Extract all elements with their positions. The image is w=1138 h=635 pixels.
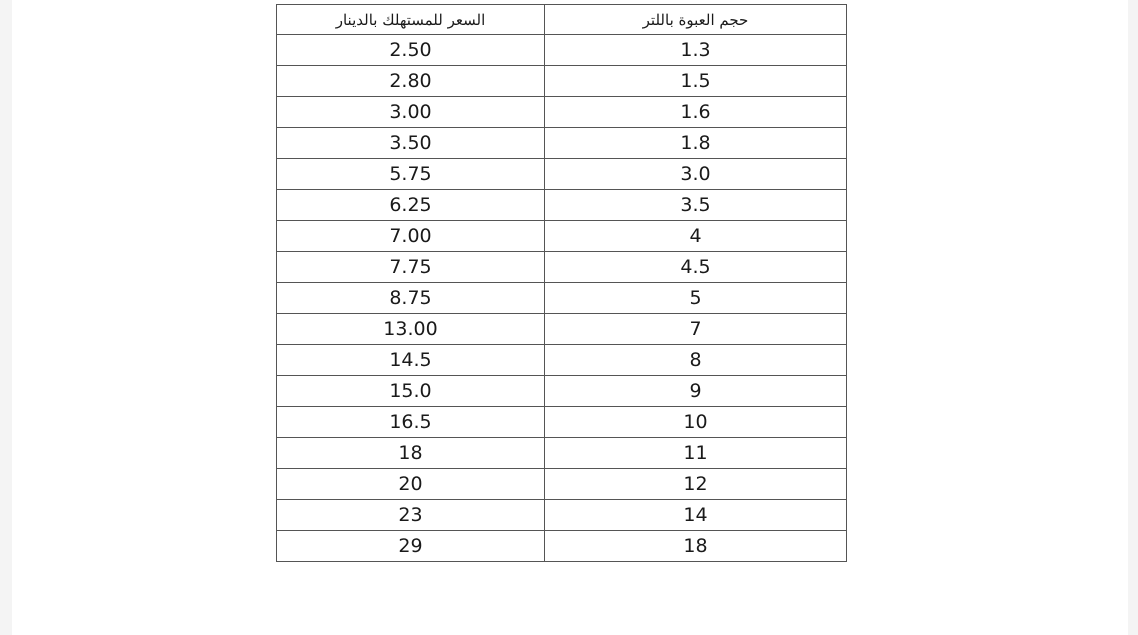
- size-cell: 12: [545, 469, 847, 500]
- table-row: [277, 66, 847, 97]
- price-table: [276, 4, 847, 562]
- price-cell: 14.5: [277, 345, 545, 376]
- header-size: حجم العبوة باللتر: [545, 5, 847, 35]
- size-cell: 7: [545, 314, 847, 345]
- table-row: [277, 531, 847, 562]
- size-cell: 1.8: [545, 128, 847, 159]
- size-cell: 11: [545, 438, 847, 469]
- header-price: السعر للمستهلك بالدينار: [277, 5, 545, 35]
- size-cell: 1.6: [545, 97, 847, 128]
- price-cell: 5.75: [277, 159, 545, 190]
- table-row: [277, 407, 847, 438]
- table-row: [277, 252, 847, 283]
- table-row: [277, 345, 847, 376]
- price-cell: 29: [277, 531, 545, 562]
- price-cell: 20: [277, 469, 545, 500]
- table-header-row: [277, 5, 847, 35]
- table-row: [277, 500, 847, 531]
- table-row: [277, 190, 847, 221]
- size-cell: 4.5: [545, 252, 847, 283]
- price-cell: 2.50: [277, 35, 545, 66]
- price-cell: 15.0: [277, 376, 545, 407]
- table-row: [277, 314, 847, 345]
- table-row: [277, 221, 847, 252]
- size-cell: 3.0: [545, 159, 847, 190]
- table-row: [277, 469, 847, 500]
- table-row: [277, 128, 847, 159]
- price-cell: 6.25: [277, 190, 545, 221]
- size-cell: 1.5: [545, 66, 847, 97]
- price-cell: 8.75: [277, 283, 545, 314]
- size-cell: 1.3: [545, 35, 847, 66]
- price-cell: 3.00: [277, 97, 545, 128]
- table-row: [277, 376, 847, 407]
- size-cell: 5: [545, 283, 847, 314]
- price-table-container: [276, 4, 846, 562]
- document-page: [12, 0, 1128, 635]
- price-cell: 7.75: [277, 252, 545, 283]
- table-row: [277, 97, 847, 128]
- price-cell: 23: [277, 500, 545, 531]
- price-cell: 13.00: [277, 314, 545, 345]
- table-row: [277, 283, 847, 314]
- table-body: [277, 35, 847, 562]
- price-cell: 3.50: [277, 128, 545, 159]
- price-cell: 18: [277, 438, 545, 469]
- table-row: [277, 438, 847, 469]
- price-cell: 7.00: [277, 221, 545, 252]
- table-row: [277, 159, 847, 190]
- table-row: [277, 35, 847, 66]
- size-cell: 18: [545, 531, 847, 562]
- price-cell: 2.80: [277, 66, 545, 97]
- size-cell: 3.5: [545, 190, 847, 221]
- size-cell: 10: [545, 407, 847, 438]
- price-cell: 16.5: [277, 407, 545, 438]
- size-cell: 4: [545, 221, 847, 252]
- size-cell: 9: [545, 376, 847, 407]
- size-cell: 8: [545, 345, 847, 376]
- size-cell: 14: [545, 500, 847, 531]
